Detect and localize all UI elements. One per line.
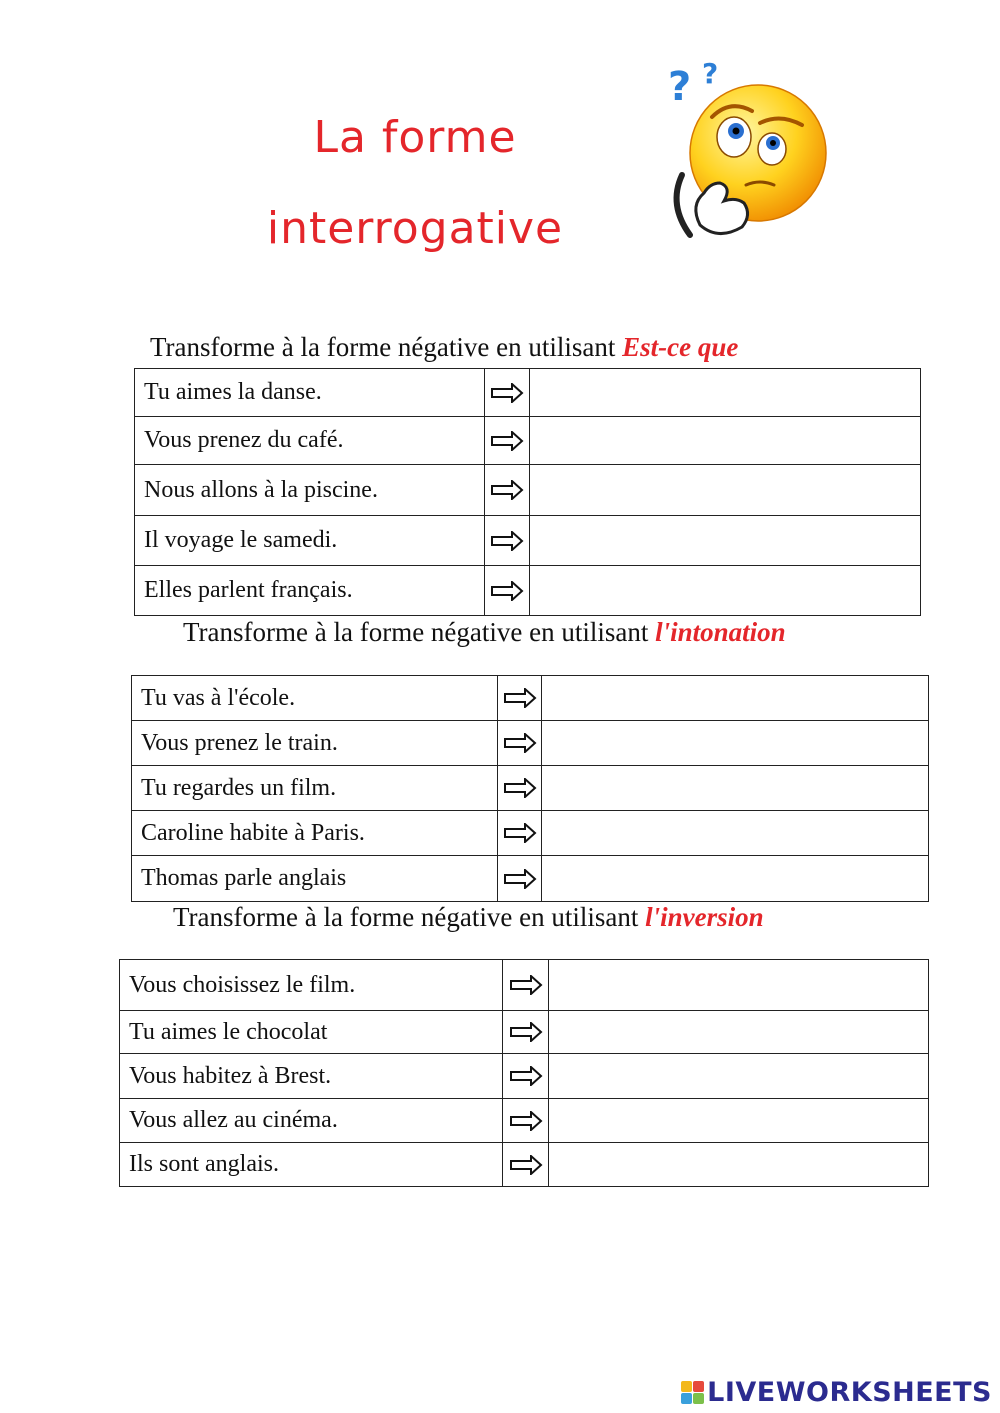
instruction-3 xyxy=(173,902,764,933)
instruction-text: Transforme à la forme négative en utilisant xyxy=(183,617,649,647)
arrow-right-icon xyxy=(485,369,530,417)
table-row xyxy=(120,1143,929,1187)
answer-field[interactable] xyxy=(542,811,929,856)
exercise-table-2 xyxy=(131,675,929,902)
answer-field[interactable] xyxy=(530,417,921,465)
answer-field[interactable] xyxy=(549,1054,929,1099)
thinking-face-icon xyxy=(660,55,830,245)
sentence: Thomas parle anglais xyxy=(132,856,498,902)
instruction-1 xyxy=(150,332,738,363)
answer-field[interactable] xyxy=(542,676,929,721)
sentence: Vous allez au cinéma. xyxy=(120,1099,503,1143)
arrow-right-icon xyxy=(503,960,549,1011)
table-row xyxy=(135,465,921,516)
arrow-right-icon xyxy=(485,516,530,566)
arrow-right-icon xyxy=(485,465,530,516)
arrow-right-icon xyxy=(498,766,542,811)
answer-field[interactable] xyxy=(542,766,929,811)
sentence: Vous habitez à Brest. xyxy=(120,1054,503,1099)
instruction-keyword: l'intonation xyxy=(655,617,786,647)
instruction-keyword: l'inversion xyxy=(645,902,764,932)
sentence: Vous prenez du café. xyxy=(135,417,485,465)
table-row xyxy=(120,960,929,1011)
sentence: Ils sont anglais. xyxy=(120,1143,503,1187)
arrow-right-icon xyxy=(498,676,542,721)
answer-field[interactable] xyxy=(549,960,929,1011)
sentence: Vous prenez le train. xyxy=(132,721,498,766)
sentence: Tu aimes la danse. xyxy=(135,369,485,417)
arrow-right-icon xyxy=(503,1011,549,1054)
table-row xyxy=(132,856,929,902)
answer-field[interactable] xyxy=(530,516,921,566)
exercise-table-3 xyxy=(119,959,929,1187)
logo-mark-icon xyxy=(681,1381,704,1404)
exercise-table-1 xyxy=(134,368,921,616)
sentence: Caroline habite à Paris. xyxy=(132,811,498,856)
table-row xyxy=(135,566,921,616)
table-row xyxy=(132,676,929,721)
instruction-2 xyxy=(183,617,786,648)
title-line-2: interrogative xyxy=(266,203,564,254)
instruction-text: Transforme à la forme négative en utilisant xyxy=(173,902,639,932)
answer-field[interactable] xyxy=(542,856,929,902)
arrow-right-icon xyxy=(485,566,530,616)
instruction-text: Transforme à la forme négative en utilisant xyxy=(150,332,616,362)
table-row xyxy=(135,516,921,566)
table-row xyxy=(132,766,929,811)
table-row xyxy=(135,369,921,417)
arrow-right-icon xyxy=(503,1143,549,1187)
sentence: Tu aimes le chocolat xyxy=(120,1011,503,1054)
arrow-right-icon xyxy=(498,856,542,902)
table-row xyxy=(132,721,929,766)
table-row xyxy=(132,811,929,856)
sentence: Il voyage le samedi. xyxy=(135,516,485,566)
table-row xyxy=(135,417,921,465)
sentence: Vous choisissez le film. xyxy=(120,960,503,1011)
sentence: Tu vas à l'école. xyxy=(132,676,498,721)
liveworksheets-logo[interactable] xyxy=(681,1377,992,1407)
arrow-right-icon xyxy=(498,811,542,856)
instruction-keyword: Est-ce que xyxy=(622,332,739,362)
answer-field[interactable] xyxy=(542,721,929,766)
svg-text:?: ? xyxy=(702,57,719,90)
answer-field[interactable] xyxy=(530,369,921,417)
title-line-1: La forme xyxy=(313,112,517,163)
table-row xyxy=(120,1099,929,1143)
table-row xyxy=(120,1054,929,1099)
svg-text:?: ? xyxy=(668,64,692,110)
answer-field[interactable] xyxy=(530,566,921,616)
arrow-right-icon xyxy=(485,417,530,465)
arrow-right-icon xyxy=(503,1099,549,1143)
table-row xyxy=(120,1011,929,1054)
arrow-right-icon xyxy=(503,1054,549,1099)
arrow-right-icon xyxy=(498,721,542,766)
answer-field[interactable] xyxy=(530,465,921,516)
sentence: Nous allons à la piscine. xyxy=(135,465,485,516)
sentence: Elles parlent français. xyxy=(135,566,485,616)
answer-field[interactable] xyxy=(549,1143,929,1187)
answer-field[interactable] xyxy=(549,1099,929,1143)
logo-text: LIVEWORKSHEETS xyxy=(707,1376,992,1408)
sentence: Tu regardes un film. xyxy=(132,766,498,811)
answer-field[interactable] xyxy=(549,1011,929,1054)
